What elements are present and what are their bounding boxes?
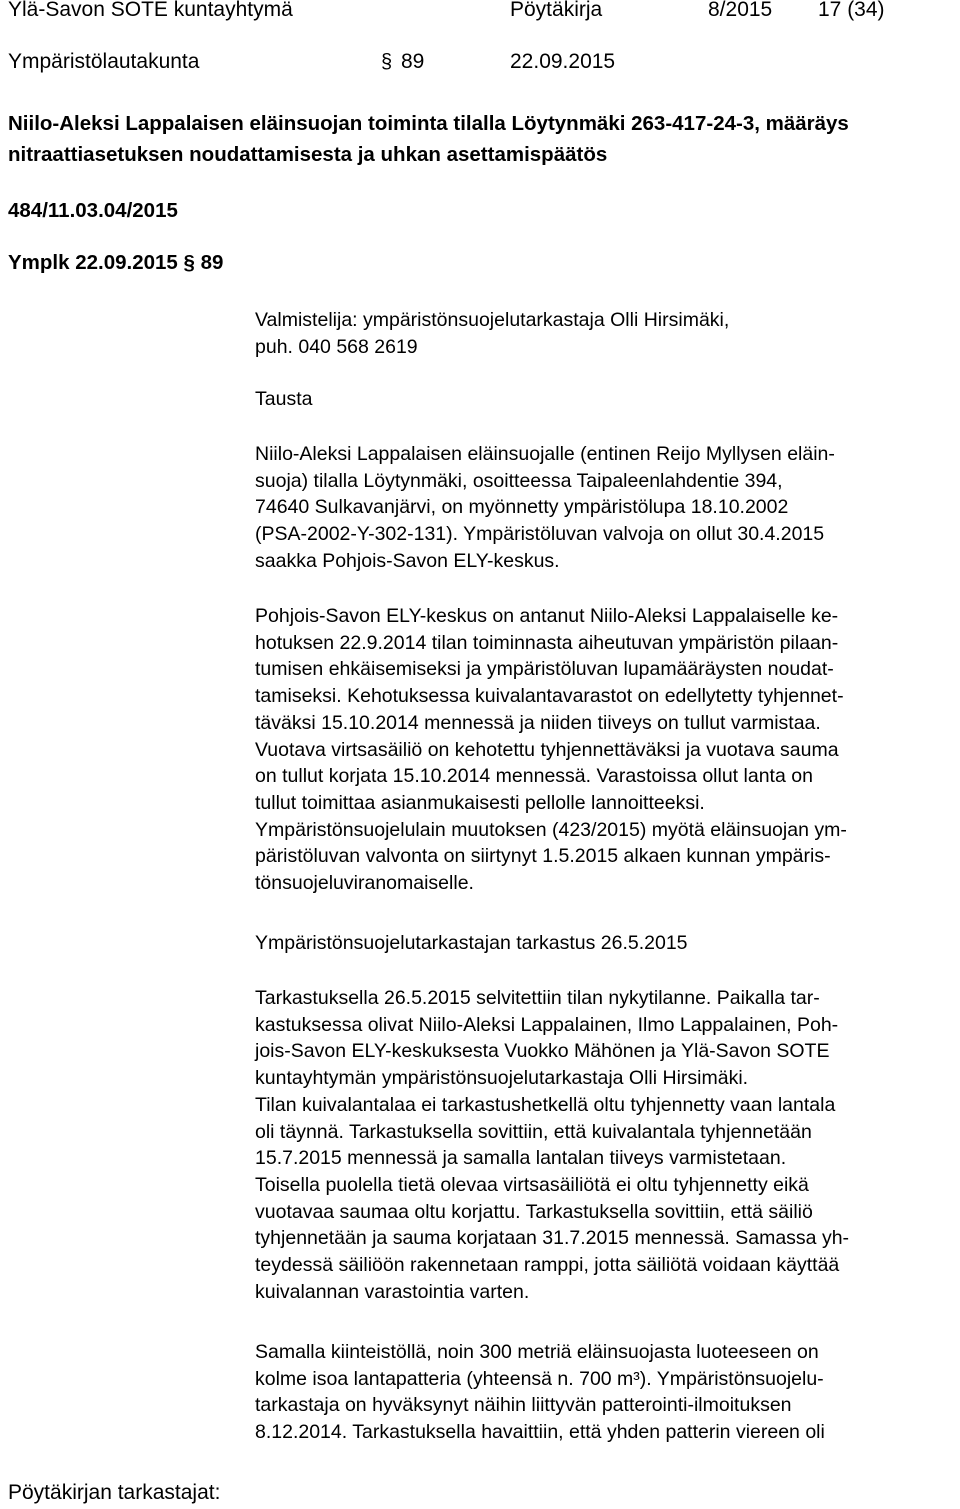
paragraph-line: täväksi 15.10.2014 mennessä ja niiden tiiveys on tullut varmistaa.: [255, 711, 821, 734]
header-doc-type: Pöytäkirja: [510, 0, 603, 21]
paragraph-line: tullut toimittaa asianmukaisesti pellolle lannoitteeksi.: [255, 791, 705, 814]
paragraph-line: tarkastaja on hyväksynyt näihin liittyvän patterointi-ilmoituksen: [255, 1394, 792, 1417]
paragraph-line: vuotavaa saumaa oltu korjattu. Tarkastuksella sovittiin, että säiliö: [255, 1200, 813, 1223]
paragraph-line: oli täynnä. Tarkastuksella sovittiin, että kuivalantala tyhjennetään: [255, 1120, 812, 1143]
header-committee: Ympäristölautakunta: [8, 50, 200, 73]
header-section-number: 89: [401, 50, 425, 73]
title-line-1: Niilo-Aleksi Lappalaisen eläinsuojan toiminta tilalla Löytynmäki 263-417-24-3, määräys: [8, 112, 849, 135]
paragraph-line: hotuksen 22.9.2014 tilan toiminnasta aiheutuvan ympäristön pilaan-: [255, 631, 839, 654]
paragraph-line: teydessä säiliöön rakennetaan ramppi, jotta säiliötä voidaan käyttää: [255, 1254, 840, 1277]
paragraph-line: Niilo-Aleksi Lappalaisen eläinsuojalle (entinen Reijo Myllysen eläin-: [255, 443, 835, 465]
preparer-line-1: Valmistelija: ympäristönsuojelutarkastaja Olli Hirsimäki,: [255, 309, 730, 331]
paragraph-line: päristöluvan valvonta on siirtynyt 1.5.2015 alkaen kunnan ympäris-: [255, 845, 831, 868]
paragraph-line: kuivalannan varastointia varten.: [255, 1280, 530, 1303]
paragraph-line: Tarkastuksella 26.5.2015 selvitettiin tilan nykytilanne. Paikalla tar-: [255, 987, 820, 1009]
preparer-line-2: puh. 040 568 2619: [255, 336, 418, 358]
header-doc-number: 8/2015: [708, 0, 773, 21]
paragraph-line: Samalla kiinteistöllä, noin 300 metriä eläinsuojasta luoteeseen on: [255, 1341, 819, 1363]
paragraph-line: tamiseksi. Kehotuksessa kuivalantavarastot on edellytetty tyhjennet-: [255, 685, 844, 708]
paragraph-line: (PSA-2002-Y-302-131). Ympäristöluvan valvoja on ollut 30.4.2015: [255, 523, 825, 546]
paragraph-ely-notice: [255, 603, 955, 897]
record-id: 484/11.03.04/2015: [8, 199, 178, 222]
paragraph-background: [255, 441, 955, 575]
paragraph-line: tumisen ehkäisemiseksi ja ympäristöluvan lupamääräysten noudat-: [255, 658, 834, 681]
paragraph-line: 74640 Sulkavanjärvi, on myönnetty ympäristölupa 18.10.2002: [255, 496, 789, 519]
title-line-2: nitraattiasetuksen noudattamisesta ja uhkan asettamispäätös: [8, 143, 608, 166]
paragraph-line: suoja) tilalla Löytynmäki, osoitteessa Taipaleenlahdentie 394,: [255, 469, 783, 492]
paragraph-line: kastuksessa olivat Niilo-Aleksi Lappalainen, Ilmo Lappalainen, Poh-: [255, 1013, 839, 1036]
paragraph-line: 15.7.2015 mennessä ja samalla lantalan tiiveys varmistetaan.: [255, 1147, 787, 1170]
reviewers-label: Pöytäkirjan tarkastajat:: [8, 1481, 221, 1504]
paragraph-line: Pohjois-Savon ELY-keskus on antanut Niilo-Aleksi Lappalaiselle ke-: [255, 605, 839, 627]
tausta-heading: Tausta: [255, 388, 313, 410]
paragraph-line: kolme isoa lantapatteria (yhteensä n. 700 m³). Ympäristönsuojelu-: [255, 1367, 824, 1390]
inspection-heading: Ympäristönsuojelutarkastajan tarkastus 26.5.2015: [255, 932, 688, 954]
paragraph-line: kuntayhtymän ympäristönsuojelutarkastaja Olli Hirsimäki.: [255, 1067, 749, 1090]
paragraph-line: Toisella puolella tietä olevaa virtsasäiliötä ei oltu tyhjennetty eikä: [255, 1173, 809, 1196]
paragraph-line: tyhjennetään ja sauma korjataan 31.7.2015 mennessä. Samassa yh-: [255, 1227, 850, 1250]
paragraph-line: on tullut korjata 15.10.2014 mennessä. Varastoissa ollut lanta on: [255, 765, 813, 788]
paragraph-line: tönsuojeluviranomaiselle.: [255, 872, 474, 895]
paragraph-inspection: [255, 985, 955, 1305]
paragraph-line: jois-Savon ELY-keskuksesta Vuokko Mähönen ja Ylä-Savon SOTE: [255, 1040, 830, 1063]
header-date: 22.09.2015: [510, 50, 616, 73]
section-icon: §: [381, 51, 393, 73]
paragraph-line: Vuotava virtsasäiliö on kehotettu tyhjennettäväksi ja vuotava sauma: [255, 738, 839, 761]
paragraph-line: Tilan kuivalantalaa ei tarkastushetkellä oltu tyhjennetty vaan lantala: [255, 1093, 836, 1116]
meeting-reference: Ymplk 22.09.2015 § 89: [8, 251, 224, 274]
paragraph-line: 8.12.2014. Tarkastuksella havaittiin, että yhden patterin viereen oli: [255, 1421, 825, 1444]
header-page-number: 17 (34): [818, 0, 885, 21]
paragraph-line: saakka Pohjois-Savon ELY-keskus.: [255, 549, 560, 572]
paragraph-line: Ympäristönsuojelulain muutoksen (423/2015) myötä eläinsuojan ym-: [255, 818, 847, 841]
header-org: Ylä-Savon SOTE kuntayhtymä: [8, 0, 293, 21]
paragraph-manure-piles: [255, 1339, 955, 1446]
